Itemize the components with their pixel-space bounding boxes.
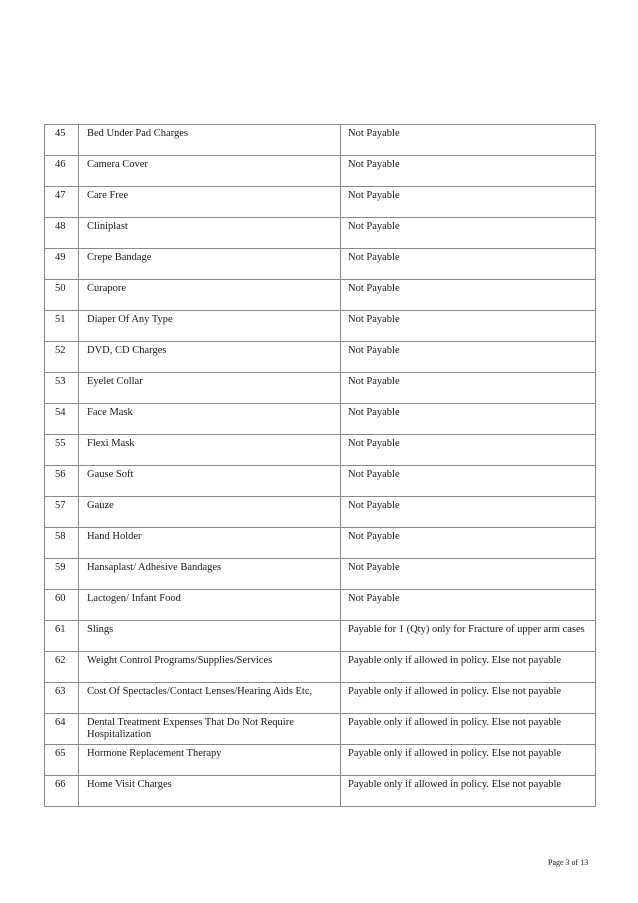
table-row xyxy=(45,497,596,528)
item-name-cell: Care Free xyxy=(79,187,341,218)
payable-status-cell: Not Payable xyxy=(341,125,596,156)
item-name-cell: Dental Treatment Expenses That Do Not Require Hospitalization xyxy=(79,714,341,745)
payable-status-cell: Not Payable xyxy=(341,156,596,187)
table-row xyxy=(45,373,596,404)
row-number-cell: 47 xyxy=(45,187,79,218)
payable-status-cell: Payable only if allowed in policy. Else not payable xyxy=(341,776,596,807)
table-row xyxy=(45,311,596,342)
row-number-cell: 57 xyxy=(45,497,79,528)
table-row xyxy=(45,590,596,621)
item-name-cell: Hand Holder xyxy=(79,528,341,559)
table-row xyxy=(45,621,596,652)
row-number-cell: 50 xyxy=(45,280,79,311)
table-row xyxy=(45,745,596,776)
row-number-cell: 65 xyxy=(45,745,79,776)
payable-status-cell: Not Payable xyxy=(341,280,596,311)
item-name-cell: Cost Of Spectacles/Contact Lenses/Hearing Aids Etc, xyxy=(79,683,341,714)
item-name-cell: Flexi Mask xyxy=(79,435,341,466)
item-name-cell: Gause Soft xyxy=(79,466,341,497)
item-name-cell: Camera Cover xyxy=(79,156,341,187)
payable-status-cell: Not Payable xyxy=(341,373,596,404)
row-number-cell: 45 xyxy=(45,125,79,156)
payable-status-cell: Not Payable xyxy=(341,342,596,373)
payable-status-cell: Payable for 1 (Qty) only for Fracture of upper arm cases xyxy=(341,621,596,652)
table-row xyxy=(45,156,596,187)
payable-status-cell: Not Payable xyxy=(341,497,596,528)
payable-status-cell: Payable only if allowed in policy. Else not payable xyxy=(341,683,596,714)
item-name-cell: Cliniplast xyxy=(79,218,341,249)
row-number-cell: 58 xyxy=(45,528,79,559)
item-name-cell: Hormone Replacement Therapy xyxy=(79,745,341,776)
item-name-cell: Eyelet Collar xyxy=(79,373,341,404)
item-name-cell: Hansaplast/ Adhesive Bandages xyxy=(79,559,341,590)
row-number-cell: 52 xyxy=(45,342,79,373)
payable-status-cell: Not Payable xyxy=(341,404,596,435)
item-name-cell: Slings xyxy=(79,621,341,652)
payable-status-cell: Not Payable xyxy=(341,435,596,466)
item-name-cell: Home Visit Charges xyxy=(79,776,341,807)
page-number: Page 3 of 13 xyxy=(548,858,589,867)
payable-status-cell: Not Payable xyxy=(341,311,596,342)
table-row xyxy=(45,342,596,373)
payable-status-cell: Not Payable xyxy=(341,218,596,249)
payable-status-cell: Payable only if allowed in policy. Else not payable xyxy=(341,652,596,683)
table-row xyxy=(45,683,596,714)
row-number-cell: 60 xyxy=(45,590,79,621)
row-number-cell: 59 xyxy=(45,559,79,590)
row-number-cell: 49 xyxy=(45,249,79,280)
charges-table xyxy=(44,124,596,807)
payable-status-cell: Not Payable xyxy=(341,528,596,559)
table-row xyxy=(45,218,596,249)
payable-status-cell: Not Payable xyxy=(341,559,596,590)
payable-status-cell: Payable only if allowed in policy. Else not payable xyxy=(341,714,596,745)
table-row xyxy=(45,652,596,683)
row-number-cell: 46 xyxy=(45,156,79,187)
charges-table-body xyxy=(45,125,596,807)
payable-status-cell: Not Payable xyxy=(341,590,596,621)
row-number-cell: 63 xyxy=(45,683,79,714)
item-name-cell: Gauze xyxy=(79,497,341,528)
row-number-cell: 51 xyxy=(45,311,79,342)
row-number-cell: 55 xyxy=(45,435,79,466)
row-number-cell: 64 xyxy=(45,714,79,745)
table-row xyxy=(45,404,596,435)
table-row xyxy=(45,466,596,497)
row-number-cell: 56 xyxy=(45,466,79,497)
table-row xyxy=(45,714,596,745)
item-name-cell: Face Mask xyxy=(79,404,341,435)
row-number-cell: 54 xyxy=(45,404,79,435)
item-name-cell: Crepe Bandage xyxy=(79,249,341,280)
item-name-cell: Bed Under Pad Charges xyxy=(79,125,341,156)
table-row xyxy=(45,280,596,311)
item-name-cell: Lactogen/ Infant Food xyxy=(79,590,341,621)
item-name-cell: Weight Control Programs/Supplies/Services xyxy=(79,652,341,683)
item-name-cell: Diaper Of Any Type xyxy=(79,311,341,342)
payable-status-cell: Not Payable xyxy=(341,466,596,497)
row-number-cell: 62 xyxy=(45,652,79,683)
table-row xyxy=(45,187,596,218)
payable-status-cell: Not Payable xyxy=(341,249,596,280)
row-number-cell: 48 xyxy=(45,218,79,249)
row-number-cell: 53 xyxy=(45,373,79,404)
table-row xyxy=(45,528,596,559)
item-name-cell: Curapore xyxy=(79,280,341,311)
table-row xyxy=(45,776,596,807)
row-number-cell: 66 xyxy=(45,776,79,807)
table-row xyxy=(45,249,596,280)
table-row xyxy=(45,125,596,156)
table-row xyxy=(45,435,596,466)
payable-status-cell: Not Payable xyxy=(341,187,596,218)
item-name-cell: DVD, CD Charges xyxy=(79,342,341,373)
payable-status-cell: Payable only if allowed in policy. Else not payable xyxy=(341,745,596,776)
table-row xyxy=(45,559,596,590)
row-number-cell: 61 xyxy=(45,621,79,652)
